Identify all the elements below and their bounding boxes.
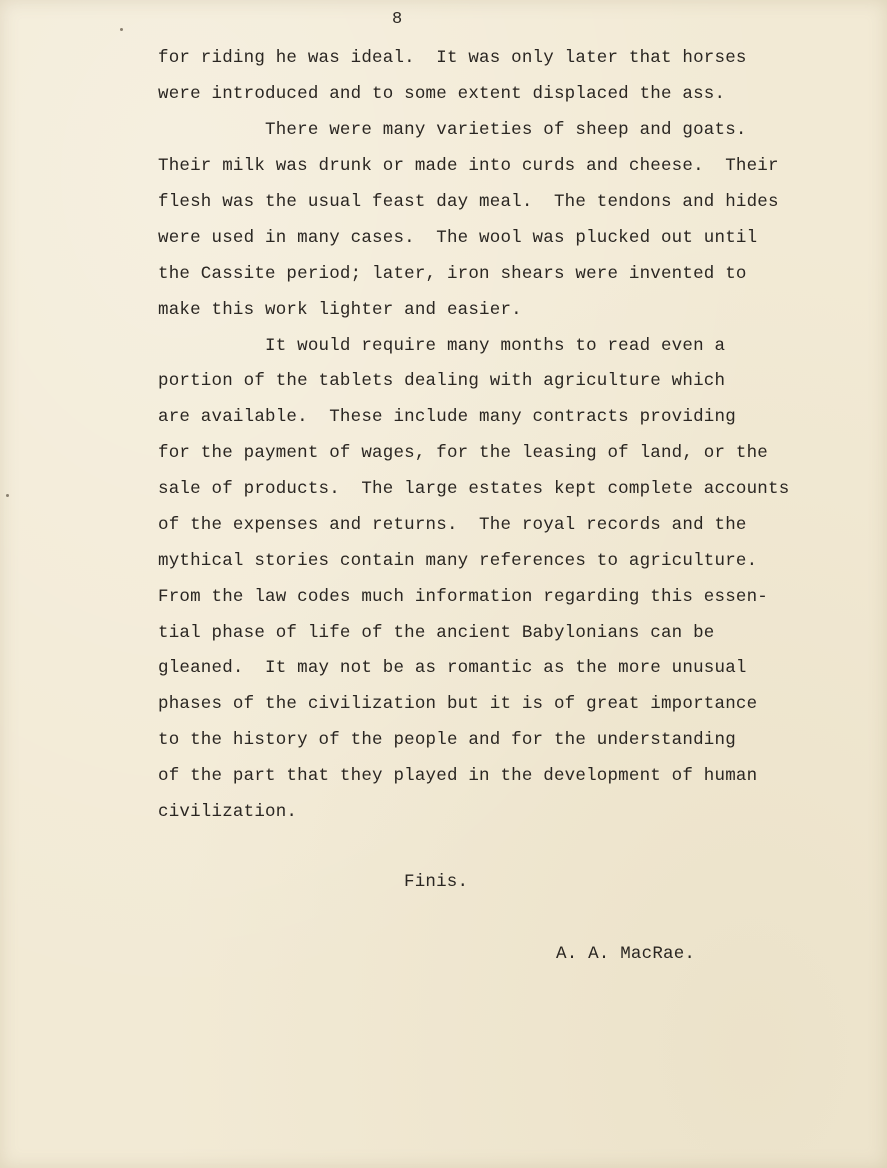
text-line: mythical stories contain many references to agriculture.: [158, 551, 758, 571]
text-line: make this work lighter and easier.: [158, 300, 522, 320]
text-line: portion of the tablets dealing with agriculture which: [158, 371, 726, 391]
closing-word: Finis.: [404, 872, 469, 892]
text-line: are available. These include many contracts providing: [158, 407, 736, 427]
text-line: for the payment of wages, for the leasing of land, or the: [158, 443, 768, 463]
text-line: of the expenses and returns. The royal records and the: [158, 515, 747, 535]
text-line: phases of the civilization but it is of great importance: [158, 694, 758, 714]
page-number: 8: [392, 10, 403, 29]
paper-speck: [120, 28, 123, 31]
text-line: were introduced and to some extent displaced the ass.: [158, 84, 726, 104]
text-line: flesh was the usual feast day meal. The tendons and hides: [158, 192, 779, 212]
author-signature: A. A. MacRae.: [556, 944, 696, 964]
text-line: for riding he was ideal. It was only later that horses: [158, 48, 747, 68]
text-line: sale of products. The large estates kept complete accounts: [158, 479, 790, 499]
text-line: It would require many months to read even a: [158, 336, 726, 356]
text-line: the Cassite period; later, iron shears were invented to: [158, 264, 747, 284]
text-line: From the law codes much information regarding this essen-: [158, 587, 768, 607]
text-line: civilization.: [158, 802, 298, 822]
text-line: tial phase of life of the ancient Babylonians can be: [158, 623, 715, 643]
text-line: There were many varieties of sheep and goats.: [158, 120, 747, 140]
paper-speck: [6, 494, 9, 497]
text-line: to the history of the people and for the understanding: [158, 730, 736, 750]
text-line: of the part that they played in the development of human: [158, 766, 758, 786]
text-line: were used in many cases. The wool was plucked out until: [158, 228, 758, 248]
text-line: Their milk was drunk or made into curds and cheese. Their: [158, 156, 779, 176]
text-line: gleaned. It may not be as romantic as the more unusual: [158, 658, 747, 678]
